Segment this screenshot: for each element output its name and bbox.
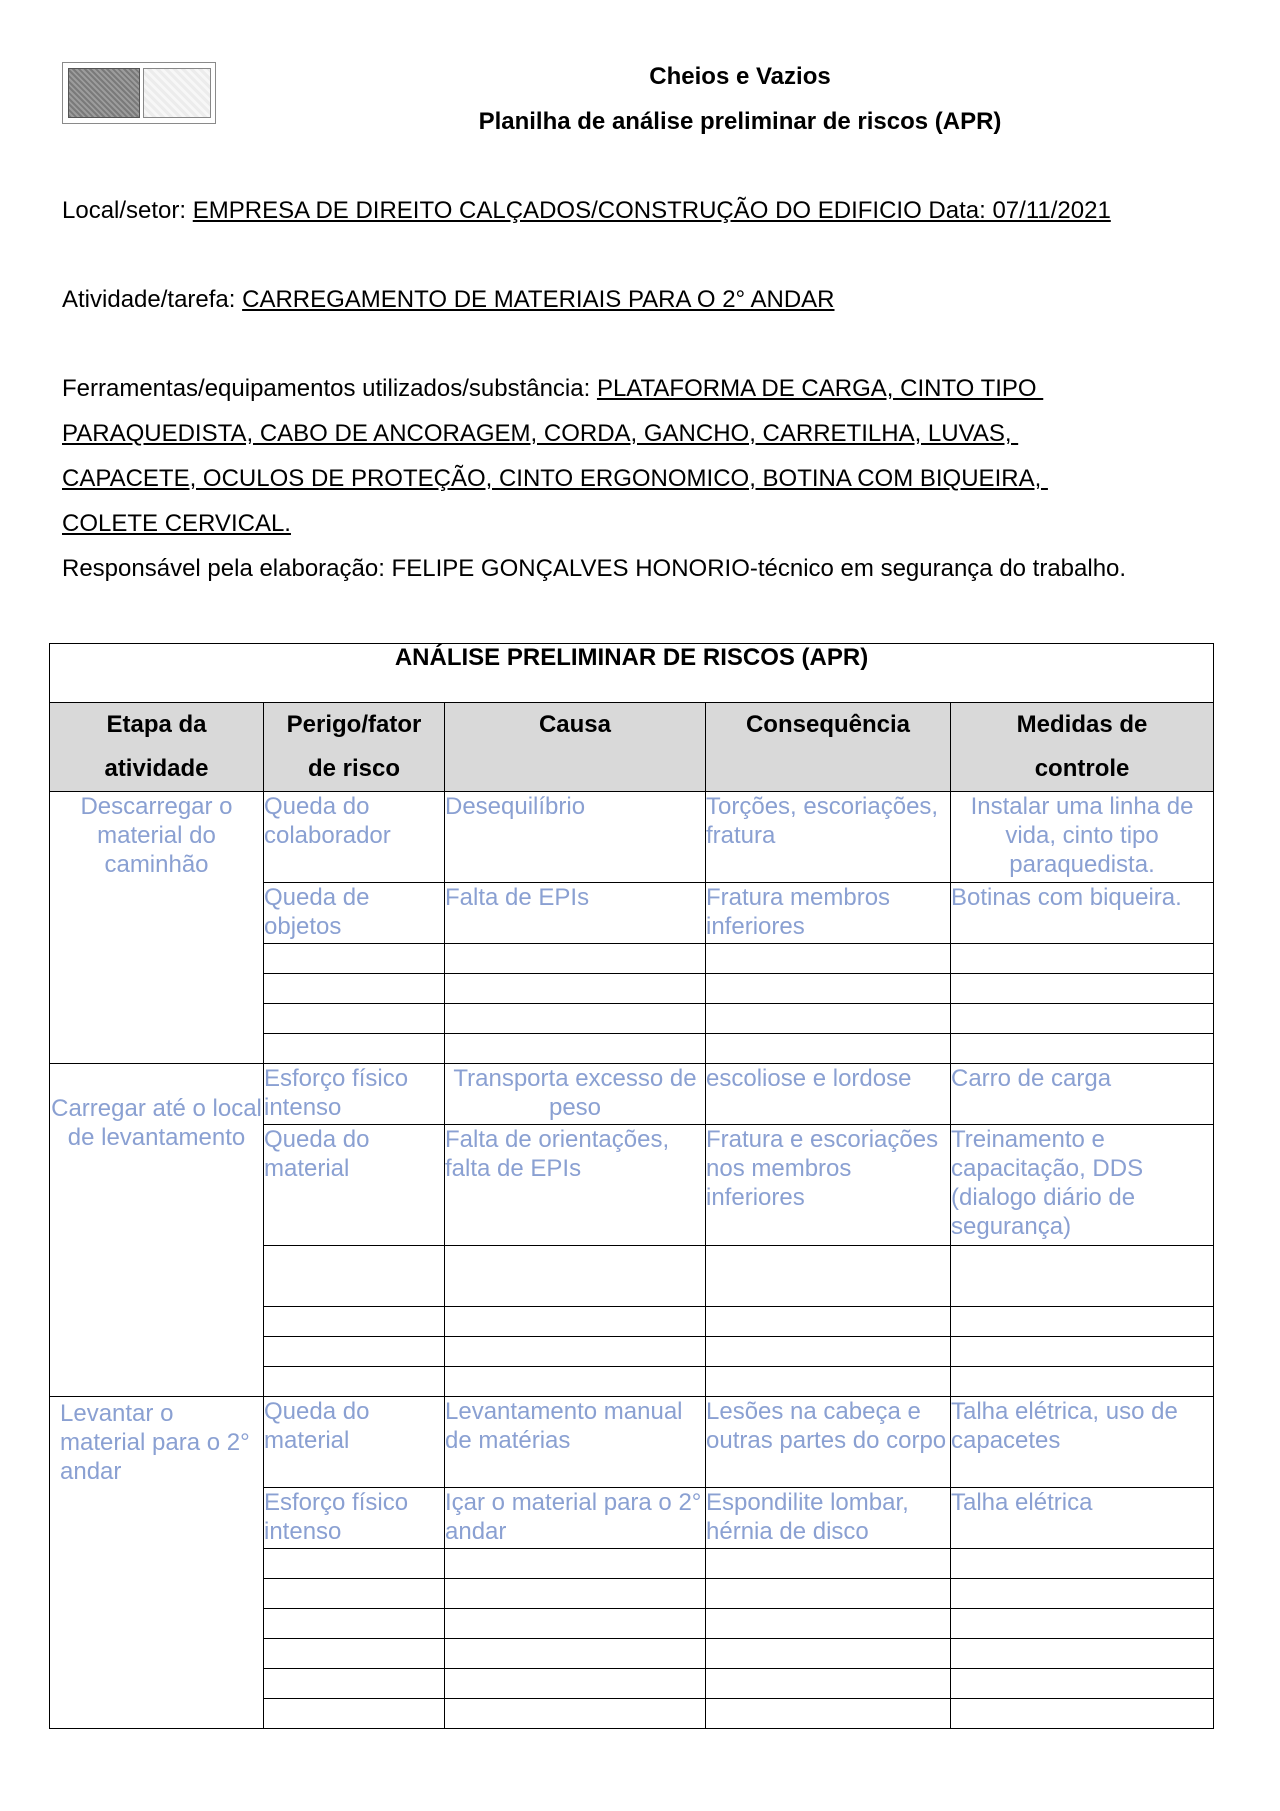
atividade-label: Atividade/tarefa: <box>62 286 236 313</box>
table-title-row <box>50 644 1214 703</box>
ferramentas-line-4: COLETE CERVICAL. <box>62 510 291 537</box>
causa-cell: Desequilíbrio <box>445 792 706 883</box>
table-row <box>50 1064 1214 1125</box>
local-value: EMPRESA DE DIREITO CALÇADOS/CONSTRUÇÃO DO EDIFICIO Data: 07/11/2021 <box>192 197 1111 224</box>
perigo-cell: Queda do colaborador <box>264 792 445 883</box>
causa-cell: Falta de orientações, falta de EPIs <box>445 1125 706 1246</box>
col-causa: Causa <box>445 703 706 792</box>
col-consequencia: Consequência <box>706 703 951 792</box>
causa-cell: Levantamento manual de matérias <box>445 1397 706 1488</box>
perigo-cell: Queda de objetos <box>264 883 445 944</box>
consequencia-cell: Fratura e escoriações nos membros inferiores <box>706 1125 951 1246</box>
perigo-cell: Esforço físico intenso <box>264 1064 445 1125</box>
consequencia-cell: Fratura membros inferiores <box>706 883 951 944</box>
table-row <box>50 792 1214 883</box>
causa-cell: Transporta excesso de peso <box>445 1064 706 1125</box>
col-perigo: Perigo/fator de risco <box>264 703 445 792</box>
causa-cell: Içar o material para o 2° andar <box>445 1488 706 1549</box>
medidas-cell: Talha elétrica <box>951 1488 1214 1549</box>
document-title: Planilha de análise preliminar de riscos (APR) <box>478 108 1002 135</box>
causa-cell: Falta de EPIs <box>445 883 706 944</box>
perigo-cell: Queda do material <box>264 1125 445 1246</box>
perigo-cell: Queda do material <box>264 1397 445 1488</box>
etapa-cell: Levantar o material para o 2° andar <box>50 1397 264 1729</box>
col-etapa: Etapa da atividade <box>50 703 264 792</box>
company-name: Cheios e Vazios <box>649 63 831 90</box>
ferramentas-value-1: PLATAFORMA DE CARGA, CINTO TIPO <box>596 375 1044 402</box>
col-medidas: Medidas de controle <box>951 703 1214 792</box>
table-title: ANÁLISE PRELIMINAR DE RISCOS (APR) <box>50 644 1214 703</box>
etapa-cell: Descarregar o material do caminhão <box>50 792 264 1064</box>
logo-dark-block <box>68 68 140 118</box>
consequencia-cell: escoliose e lordose <box>706 1064 951 1125</box>
local-label: Local/setor: <box>62 197 187 224</box>
atividade-tarefa <box>62 286 835 314</box>
table-row <box>50 1397 1214 1488</box>
ferramentas-line-3: CAPACETE, OCULOS DE PROTEÇÃO, CINTO ERGONOMICO, BOTINA COM BIQUEIRA, <box>62 465 1048 492</box>
perigo-cell: Esforço físico intenso <box>264 1488 445 1549</box>
medidas-cell: Talha elétrica, uso de capacetes <box>951 1397 1214 1488</box>
ferramentas-line-1 <box>62 375 1043 403</box>
medidas-cell: Botinas com biqueira. <box>951 883 1214 944</box>
ferramentas-label: Ferramentas/equipamentos utilizados/substância: <box>62 375 591 402</box>
etapa-cell: Carregar até o local de levantamento <box>50 1064 264 1397</box>
ferramentas-line-2: PARAQUEDISTA, CABO DE ANCORAGEM, CORDA, GANCHO, CARRETILHA, LUVAS, <box>62 420 1019 447</box>
medidas-cell: Carro de carga <box>951 1064 1214 1125</box>
apr-table <box>49 643 1214 1729</box>
column-header-row <box>50 703 1214 792</box>
responsavel: Responsável pela elaboração: FELIPE GONÇALVES HONORIO-técnico em segurança do trabalho. <box>62 555 1127 582</box>
consequencia-cell: Espondilite lombar, hérnia de disco <box>706 1488 951 1549</box>
company-logo <box>62 62 216 124</box>
medidas-cell: Instalar uma linha de vida, cinto tipo paraquedista. <box>951 792 1214 883</box>
logo-light-block <box>143 68 211 118</box>
consequencia-cell: Torções, escoriações, fratura <box>706 792 951 883</box>
atividade-value: CARREGAMENTO DE MATERIAIS PARA O 2° ANDAR <box>242 286 835 313</box>
local-setor <box>62 197 1111 225</box>
consequencia-cell: Lesões na cabeça e outras partes do corpo <box>706 1397 951 1488</box>
medidas-cell: Treinamento e capacitação, DDS (dialogo diário de segurança) <box>951 1125 1214 1246</box>
